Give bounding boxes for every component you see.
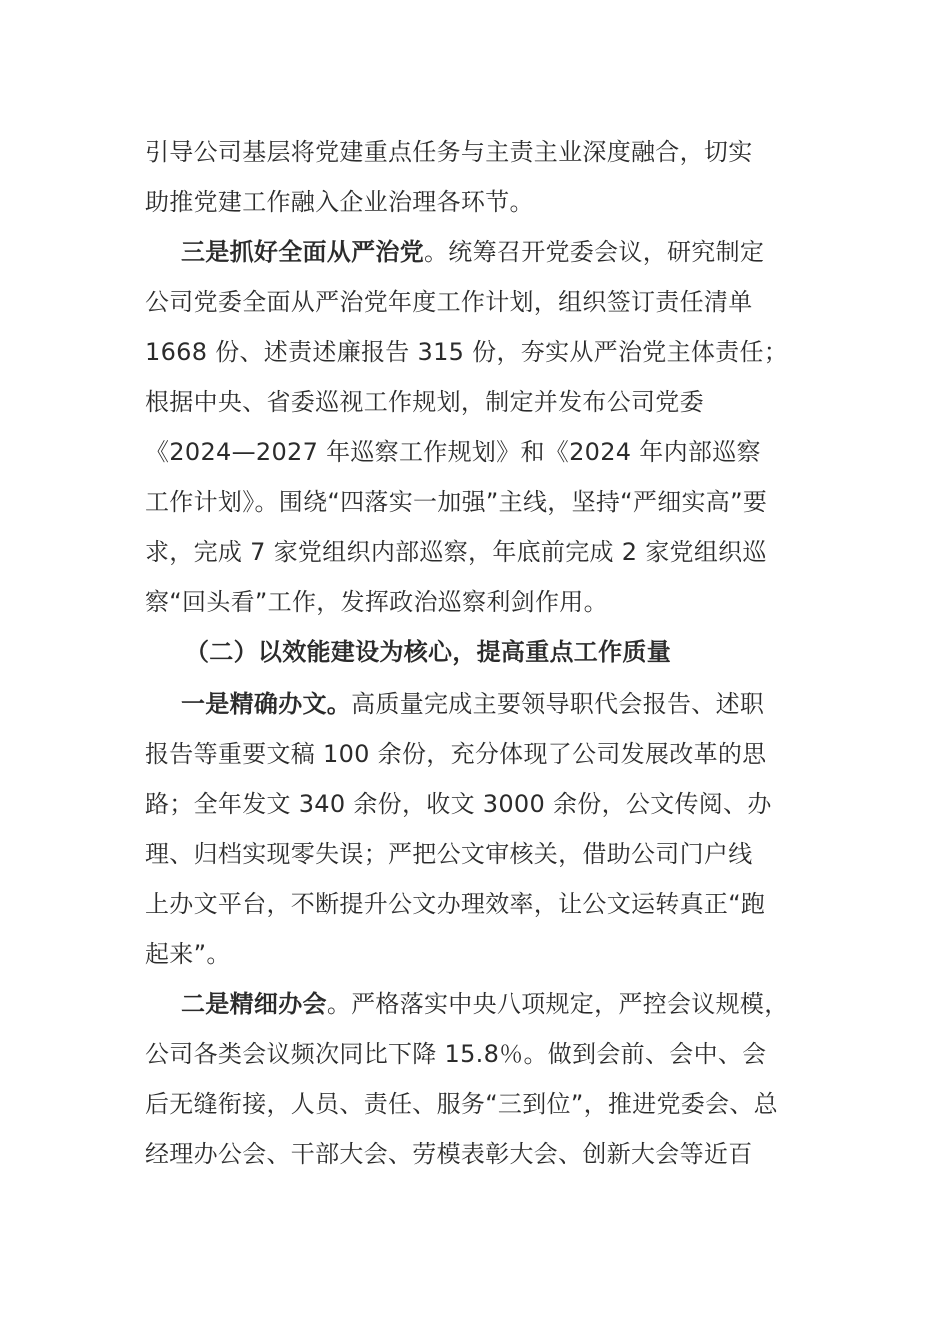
line-text: 后无缝衔接，人员、责任、服务“三到位”，推进党委会、总 (145, 1090, 778, 1118)
paragraph-line (145, 186, 534, 218)
line-text: 。统筹召开党委会议，研究制定 (424, 238, 765, 266)
section-heading (185, 636, 671, 668)
paragraph-line (145, 1038, 766, 1070)
paragraph-line (145, 136, 753, 168)
line-text: 求，完成 7 家党组织内部巡察，年底前完成 2 家党组织巡 (145, 538, 767, 566)
line-text: 路；全年发文 340 余份，收文 3000 余份，公文传阅、办 (145, 790, 772, 818)
bold-lead: 一是精确办文。 (181, 690, 352, 718)
paragraph-line (145, 938, 231, 970)
line-text: 理、归档实现零失误；严把公文审核关，借助公司门户线 (145, 840, 753, 868)
paragraph-line (145, 286, 753, 318)
bold-lead: 三是抓好全面从严治党 (181, 238, 424, 266)
paragraph-line (145, 336, 788, 368)
line-text: 高质量完成主要领导职代会报告、述职 (351, 690, 765, 718)
line-text: 公司党委全面从严治党年度工作计划，组织签订责任清单 (145, 288, 753, 316)
paragraph-line (181, 236, 764, 268)
line-text: 引导公司基层将党建重点任务与主责主业深度融合，切实 (145, 138, 753, 166)
paragraph-line (181, 688, 764, 720)
line-text: 1668 份、述责述廉报告 315 份，夯实从严治党主体责任； (145, 338, 789, 366)
line-text: 助推党建工作融入企业治理各环节。 (145, 188, 534, 216)
paragraph-line (145, 486, 767, 518)
line-text: 察“回头看”工作，发挥政治巡察利剑作用。 (145, 588, 608, 616)
bold-lead: 二是精细办会 (181, 990, 327, 1018)
line-text: 报告等重要文稿 100 余份，充分体现了公司发展改革的思 (145, 740, 767, 768)
section-heading-text: （二）以效能建设为核心，提高重点工作质量 (185, 638, 671, 666)
line-text: 上办文平台，不断提升公文办理效率，让公文运转真正“跑 (145, 890, 766, 918)
paragraph-line (145, 888, 765, 920)
paragraph-line (145, 1088, 778, 1120)
paragraph-line (145, 536, 767, 568)
paragraph-line (145, 788, 772, 820)
line-text: 起来”。 (145, 940, 231, 968)
line-text: 。严格落实中央八项规定，严控会议规模， (326, 990, 789, 1018)
paragraph-line (145, 386, 704, 418)
paragraph-line (145, 738, 766, 770)
line-text: 根据中央、省委巡视工作规划，制定并发布公司党委 (145, 388, 704, 416)
paragraph-line (181, 988, 789, 1020)
line-text: 经理办公会、干部大会、劳模表彰大会、创新大会等近百 (145, 1140, 753, 1168)
line-text: 工作计划》。围绕“四落实一加强”主线，坚持“严细实高”要 (145, 488, 768, 516)
paragraph-line (145, 1138, 753, 1170)
line-text: 《2024—2027 年巡察工作规划》和《2024 年内部巡察 (145, 438, 761, 466)
paragraph-line (145, 586, 608, 618)
paragraph-line (145, 838, 753, 870)
paragraph-line (145, 436, 761, 468)
line-text: 公司各类会议频次同比下降 15.8％。做到会前、会中、会 (145, 1040, 767, 1068)
